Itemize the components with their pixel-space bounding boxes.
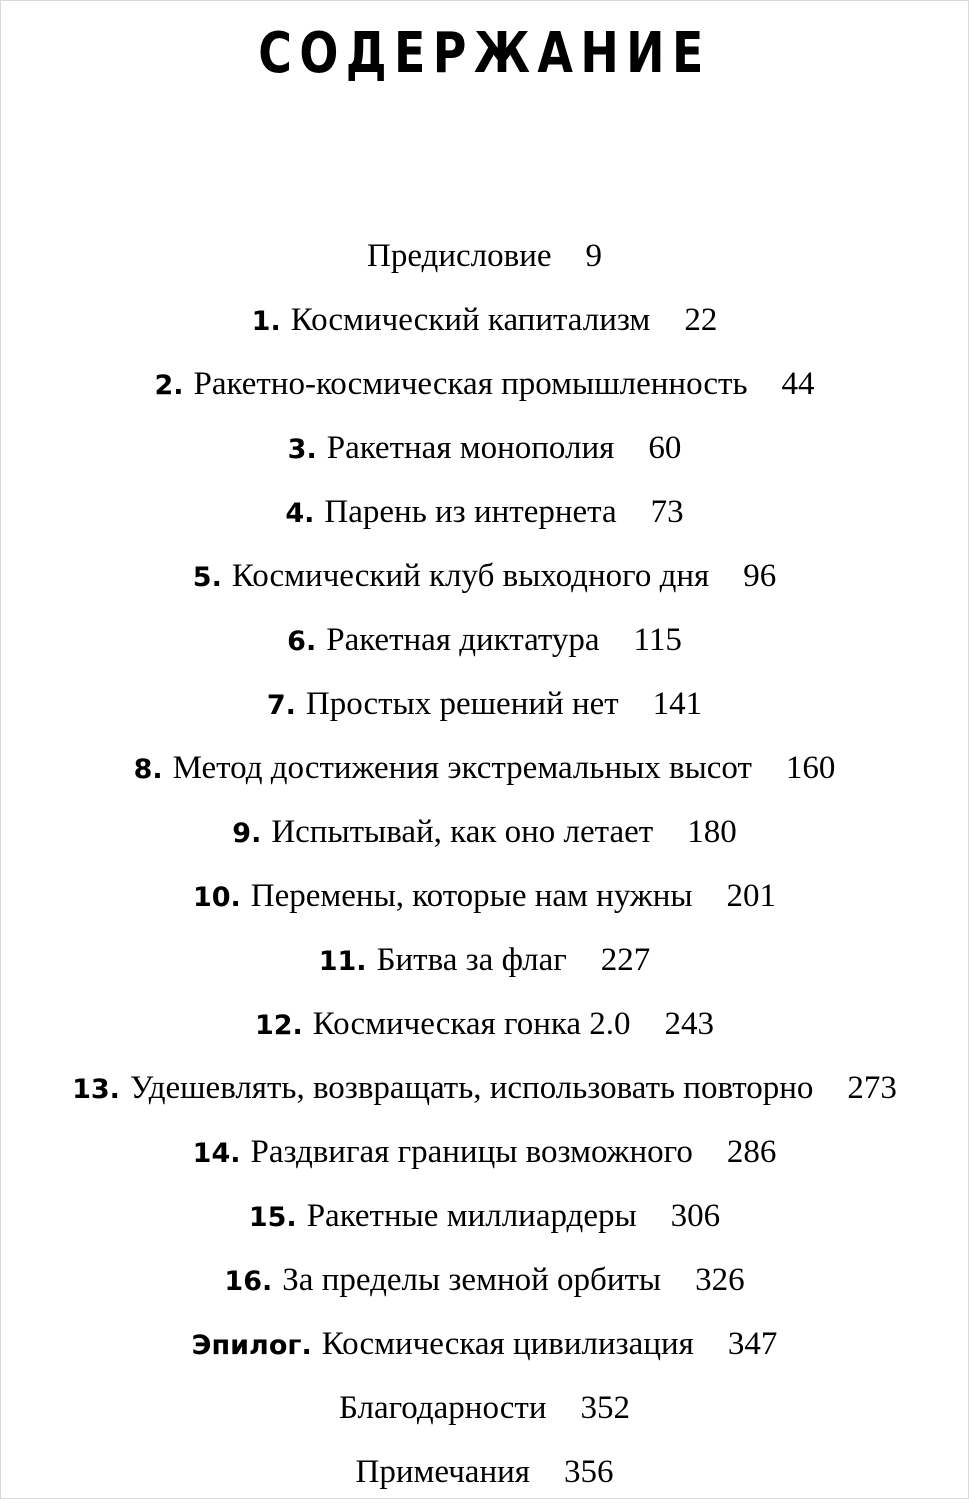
chapter-number: 12.	[254, 1010, 303, 1041]
chapter-number: 16.	[224, 1266, 273, 1297]
toc-entry	[0, 1120, 969, 1184]
chapter-title: Испытывай, как оно летает	[271, 814, 654, 850]
page-number: 22	[684, 302, 718, 338]
toc-entry	[0, 416, 969, 480]
chapter-title: За пределы земной орбиты	[282, 1262, 662, 1298]
toc-entry	[0, 672, 969, 736]
toc-entry	[0, 480, 969, 544]
chapter-number: 8.	[133, 754, 163, 785]
page-number: 44	[781, 366, 815, 402]
chapter-title: Ракетно-космическая промышленность	[193, 366, 748, 402]
chapter-number: 1.	[251, 306, 281, 337]
page-number: 96	[743, 558, 777, 594]
toc-entry	[0, 1184, 969, 1248]
page-number: 326	[695, 1262, 745, 1298]
chapter-title: Перемены, которые нам нужны	[250, 878, 693, 914]
chapter-number: Эпилог.	[191, 1330, 312, 1361]
page-number: 141	[652, 686, 703, 722]
chapter-number: 11.	[318, 946, 367, 977]
toc-entry	[0, 224, 969, 288]
toc-entry	[0, 992, 969, 1056]
chapter-title: Космический капитализм	[290, 302, 651, 338]
chapter-number: 5.	[192, 562, 222, 593]
page-number: 306	[670, 1198, 721, 1234]
page-number: 9	[585, 238, 602, 274]
chapter-title: Раздвигая границы возможного	[250, 1134, 693, 1170]
toc-entry	[0, 1248, 969, 1312]
page-number: 180	[687, 814, 737, 850]
page-number: 352	[580, 1390, 631, 1426]
page-number: 227	[600, 942, 651, 978]
toc-entry	[0, 1312, 969, 1376]
chapter-number: 13.	[72, 1074, 120, 1105]
chapter-number: 10.	[192, 882, 241, 913]
page-number: 347	[727, 1326, 778, 1362]
page-number: 160	[785, 750, 836, 786]
toc-entry	[0, 288, 969, 352]
chapter-number: 14.	[192, 1138, 241, 1169]
chapter-title: Ракетная диктатура	[326, 622, 600, 658]
chapter-number: 9.	[232, 818, 262, 849]
toc-entry	[0, 800, 969, 864]
page-number: 201	[726, 878, 777, 914]
page-title: СОДЕРЖАНИЕ	[258, 21, 711, 86]
chapter-title: Метод достижения экстремальных высот	[172, 750, 752, 786]
chapter-title: Космическая цивилизация	[321, 1326, 694, 1362]
table-of-contents	[0, 224, 969, 1504]
toc-entry	[0, 1056, 969, 1120]
chapter-title: Удешевлять, возвращать, использовать повторно	[129, 1070, 814, 1106]
toc-entry	[0, 736, 969, 800]
chapter-number: 7.	[266, 690, 296, 721]
chapter-number: 15.	[248, 1202, 297, 1233]
toc-entry	[0, 608, 969, 672]
chapter-title: Благодарности	[338, 1390, 547, 1426]
chapter-title: Предисловие	[367, 238, 552, 274]
toc-entry	[0, 928, 969, 992]
page-number: 73	[650, 494, 684, 530]
chapter-title: Примечания	[355, 1454, 530, 1490]
chapter-number: 6.	[287, 626, 317, 657]
toc-entry	[0, 1376, 969, 1440]
chapter-title: Космическая гонка 2.0	[312, 1006, 631, 1042]
page-number: 115	[633, 622, 682, 658]
page-number: 60	[648, 430, 682, 466]
toc-entry	[0, 864, 969, 928]
page-number: 243	[664, 1006, 715, 1042]
page-number: 286	[726, 1134, 777, 1170]
chapter-title: Ракетные миллиардеры	[306, 1198, 637, 1234]
chapter-number: 3.	[287, 434, 317, 465]
chapter-title: Парень из интернета	[324, 494, 617, 530]
chapter-title: Простых решений нет	[305, 686, 619, 722]
chapter-title: Ракетная монополия	[326, 430, 615, 466]
toc-entry	[0, 1440, 969, 1504]
chapter-number: 4.	[285, 498, 315, 529]
chapter-number: 2.	[154, 370, 184, 401]
toc-entry	[0, 352, 969, 416]
chapter-title: Космический клуб выходного дня	[231, 558, 710, 594]
page-number: 356	[563, 1454, 614, 1490]
chapter-title: Битва за флаг	[376, 942, 567, 978]
page-number: 273	[847, 1070, 897, 1106]
toc-entry	[0, 544, 969, 608]
